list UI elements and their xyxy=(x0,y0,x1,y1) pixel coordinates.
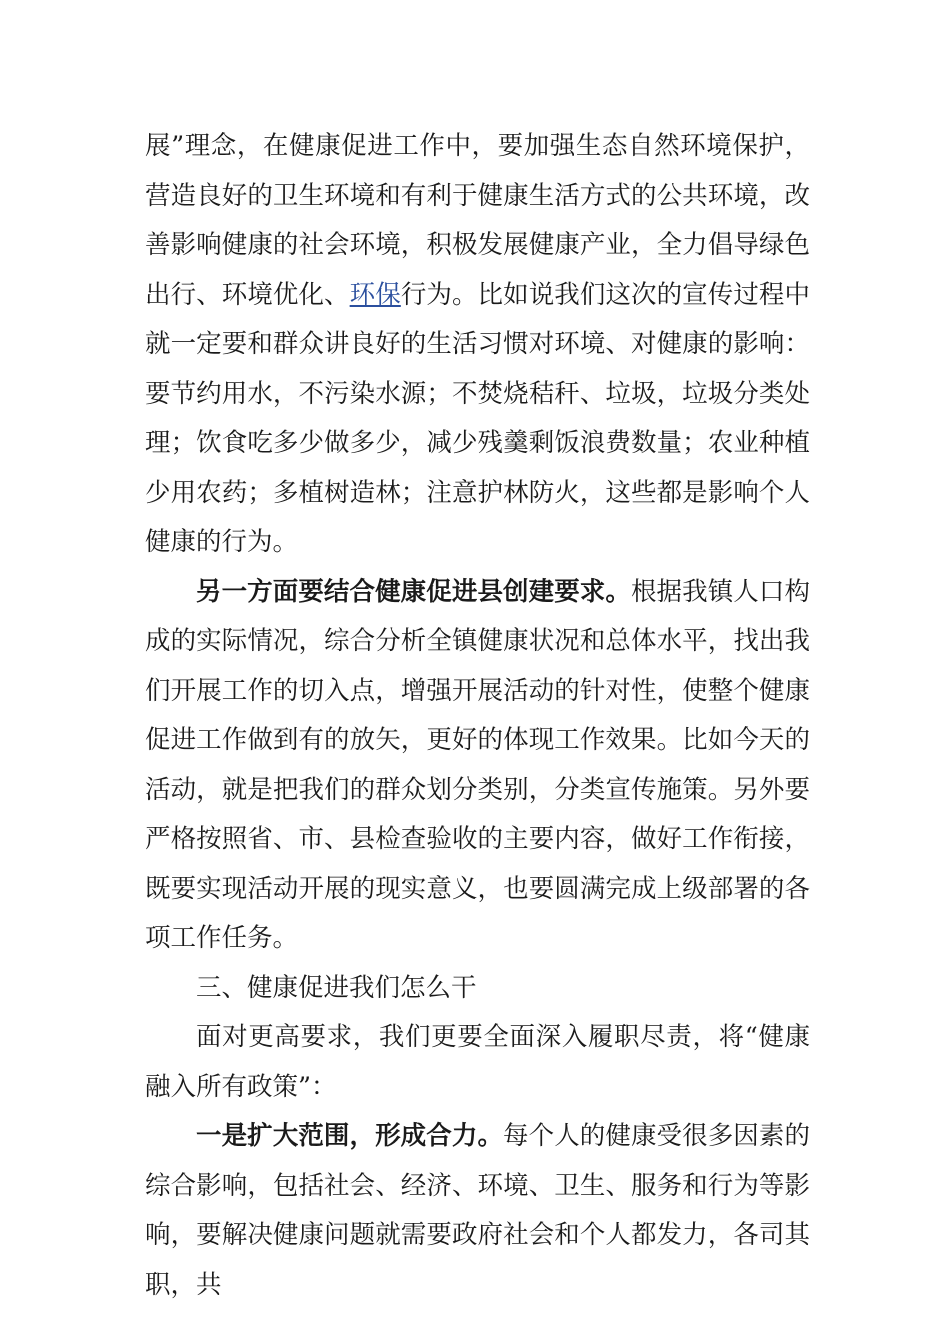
paragraph-text: 展”理念，在健康促进工作中，要加强生态自然环境保护，营造良好的卫生环境和有利于健康生活方式的公共环境，改善影响健康的社会环境，积极发展健康产业，全力倡导绿色出行、环境优化、 xyxy=(145,131,810,310)
paragraph-point-one xyxy=(145,1112,810,1310)
paragraph-intro: 面对更高要求，我们更要全面深入履职尽责，将“健康融入所有政策”： xyxy=(145,1022,810,1102)
paragraph-heading: 一是扩大范围，形成合力。 xyxy=(196,1121,504,1151)
paragraph-environment xyxy=(145,122,810,568)
section-heading: 三、健康促进我们怎么干 xyxy=(196,972,477,1003)
paragraph-text: 根据我镇人口构成的实际情况，综合分析全镇健康状况和总体水平，找出我们开展工作的切入点，增强开展活动的针对性，使整个健康促进工作做到有的放矢，更好的体现工作效果。比如今天的活动，就是把我们的群众划分类别，分类宣传施策。另外要严格按照省、市、县检查验收的主要内容，做好工作衔接，既要实现活动开展的现实意义，也要圆满完成上级部署的各项工作任务。 xyxy=(145,576,810,953)
paragraph-county-requirements xyxy=(145,568,810,964)
environment-protection-link[interactable]: 环保 xyxy=(349,279,401,310)
paragraph-text: 每个人的健康受很多因素的综合影响，包括社会、经济、环境、卫生、服务和行为等影响，要解决健康问题就需要政府社会和个人都发力，各司其职，共 xyxy=(145,1121,810,1300)
paragraph-heading: 另一方面要结合健康促进县创建要求。 xyxy=(196,576,631,607)
paragraph-text: 行为。比如说我们这次的宣传过程中就一定要和群众讲良好的生活习惯对环境、对健康的影响：要节约用水，不污染水源；不焚烧秸秆、垃圾，垃圾分类处理；饮食吃多少做多少，减少残羹剩饭浪费数量；农业种植少用农药；多植树造林；注意护林防火，这些都是影响个人健康的行为。 xyxy=(145,279,810,557)
